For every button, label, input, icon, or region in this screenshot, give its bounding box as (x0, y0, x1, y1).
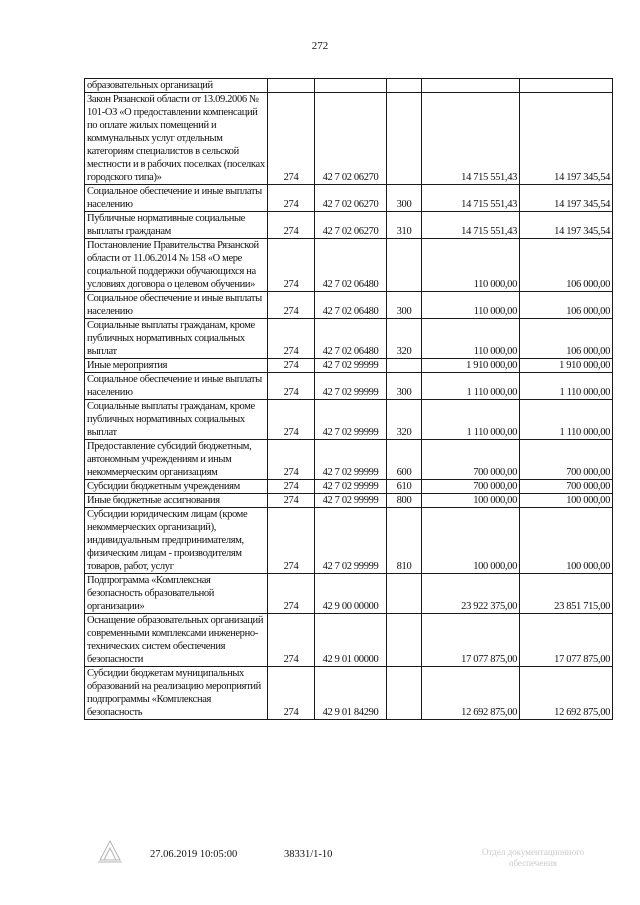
cell-vr (387, 79, 422, 93)
cell-csr: 42 9 00 00000 (315, 574, 387, 614)
cell-sum-2: 14 197 345,54 (520, 93, 613, 185)
table-row (85, 212, 613, 239)
cell-vr: 610 (387, 480, 422, 494)
cell-code: 274 (268, 614, 315, 667)
cell-name: Публичные нормативные социальные выплаты гражданам (85, 212, 268, 239)
cell-vr (387, 93, 422, 185)
cell-sum-1: 14 715 551,43 (422, 212, 520, 239)
cell-sum-1: 700 000,00 (422, 440, 520, 480)
cell-name: Социальное обеспечение и иные выплаты населению (85, 373, 268, 400)
cell-sum-1: 23 922 375,00 (422, 574, 520, 614)
table-row (85, 667, 613, 720)
cell-csr: 42 7 02 06480 (315, 292, 387, 319)
cell-vr (387, 574, 422, 614)
cell-vr: 320 (387, 400, 422, 440)
cell-vr: 320 (387, 319, 422, 359)
cell-sum-2: 700 000,00 (520, 480, 613, 494)
cell-name: Социальное обеспечение и иные выплаты населению (85, 292, 268, 319)
cell-sum-2: 106 000,00 (520, 319, 613, 359)
cell-sum-2: 14 197 345,54 (520, 185, 613, 212)
cell-sum-2: 1 910 000,00 (520, 359, 613, 373)
cell-name: Предоставление субсидий бюджетным, автономным учреждениям и иным некоммерческим организациям (85, 440, 268, 480)
cell-code: 274 (268, 292, 315, 319)
cell-csr: 42 7 02 06480 (315, 319, 387, 359)
table-row (85, 400, 613, 440)
table-row (85, 79, 613, 93)
cell-sum-1: 17 077 875,00 (422, 614, 520, 667)
cell-code (268, 79, 315, 93)
cell-sum-2: 1 110 000,00 (520, 400, 613, 440)
cell-sum-2: 17 077 875,00 (520, 614, 613, 667)
cell-code: 274 (268, 440, 315, 480)
cell-sum-1: 1 110 000,00 (422, 373, 520, 400)
page-number: 272 (311, 40, 329, 52)
table-row (85, 574, 613, 614)
table-row (85, 480, 613, 494)
cell-sum-1: 110 000,00 (422, 319, 520, 359)
cell-code: 274 (268, 480, 315, 494)
cell-vr: 300 (387, 373, 422, 400)
table-row (85, 494, 613, 508)
cell-code: 274 (268, 574, 315, 614)
cell-csr: 42 7 02 99999 (315, 480, 387, 494)
cell-vr: 810 (387, 508, 422, 574)
budget-table (84, 78, 613, 720)
cell-vr (387, 667, 422, 720)
cell-code: 274 (268, 93, 315, 185)
cell-vr: 310 (387, 212, 422, 239)
cell-name: Социальные выплаты гражданам, кроме публичных нормативных социальных выплат (85, 400, 268, 440)
cell-sum-2: 106 000,00 (520, 239, 613, 292)
cell-code: 274 (268, 400, 315, 440)
cell-name: Иные бюджетные ассигнования (85, 494, 268, 508)
cell-csr: 42 9 01 00000 (315, 614, 387, 667)
cell-vr: 800 (387, 494, 422, 508)
cell-code: 274 (268, 359, 315, 373)
cell-name: Оснащение образовательных организаций современными комплексами инженерно-технических систем обеспечения безопасности (85, 614, 268, 667)
table-row (85, 292, 613, 319)
cell-csr: 42 7 02 99999 (315, 373, 387, 400)
cell-vr (387, 239, 422, 292)
cell-sum-1: 700 000,00 (422, 480, 520, 494)
cell-vr: 600 (387, 440, 422, 480)
cell-sum-2: 23 851 715,00 (520, 574, 613, 614)
cell-sum-2: 100 000,00 (520, 508, 613, 574)
cell-csr: 42 7 02 99999 (315, 359, 387, 373)
cell-sum-1: 110 000,00 (422, 239, 520, 292)
cell-name: Подпрограмма «Комплексная безопасность образовательной организации» (85, 574, 268, 614)
cell-csr (315, 79, 387, 93)
cell-vr (387, 614, 422, 667)
cell-csr: 42 7 02 99999 (315, 400, 387, 440)
cell-name: Иные мероприятия (85, 359, 268, 373)
cell-vr: 300 (387, 292, 422, 319)
watermark-line-2: обеспечения (508, 858, 558, 868)
cell-sum-1: 14 715 551,43 (422, 93, 520, 185)
cell-vr (387, 359, 422, 373)
table-row (85, 373, 613, 400)
watermark-line-1: Отдел документационного (481, 847, 585, 857)
cell-sum-2: 106 000,00 (520, 292, 613, 319)
cell-code: 274 (268, 185, 315, 212)
table-row (85, 239, 613, 292)
table-row (85, 359, 613, 373)
cell-sum-2: 14 197 345,54 (520, 212, 613, 239)
cell-csr: 42 7 02 99999 (315, 508, 387, 574)
table-row (85, 185, 613, 212)
cell-sum-1: 100 000,00 (422, 494, 520, 508)
cell-csr: 42 7 02 99999 (315, 440, 387, 480)
cell-code: 274 (268, 373, 315, 400)
table-row (85, 93, 613, 185)
cell-sum-1 (422, 79, 520, 93)
cell-name: Социальное обеспечение и иные выплаты населению (85, 185, 268, 212)
cell-code: 274 (268, 239, 315, 292)
cell-sum-2: 12 692 875,00 (520, 667, 613, 720)
cell-csr: 42 9 01 84290 (315, 667, 387, 720)
cell-sum-1: 110 000,00 (422, 292, 520, 319)
table-row (85, 440, 613, 480)
cell-csr: 42 7 02 06270 (315, 93, 387, 185)
cell-name: Субсидии бюджетным учреждениям (85, 480, 268, 494)
cell-name: Социальные выплаты гражданам, кроме публичных нормативных социальных выплат (85, 319, 268, 359)
table-row (85, 508, 613, 574)
cell-code: 274 (268, 494, 315, 508)
cell-sum-1: 14 715 551,43 (422, 185, 520, 212)
cell-sum-2: 100 000,00 (520, 494, 613, 508)
cell-name: образовательных организаций (85, 79, 268, 93)
cell-csr: 42 7 02 99999 (315, 494, 387, 508)
cell-csr: 42 7 02 06270 (315, 212, 387, 239)
cell-sum-2: 1 110 000,00 (520, 373, 613, 400)
footer-date: 27.06.2019 10:05:00 (150, 849, 238, 860)
cell-csr: 42 7 02 06270 (315, 185, 387, 212)
cell-sum-2: 700 000,00 (520, 440, 613, 480)
footer-doc-number: 38331/1-10 (284, 849, 333, 860)
cell-code: 274 (268, 319, 315, 359)
cell-sum-1: 12 692 875,00 (422, 667, 520, 720)
cell-code: 274 (268, 212, 315, 239)
cell-code: 274 (268, 667, 315, 720)
cell-csr: 42 7 02 06480 (315, 239, 387, 292)
cell-code: 274 (268, 508, 315, 574)
cell-name: Постановление Правительства Рязанской области от 11.06.2014 № 158 «О мере социальной поддержки обучающихся на условиях договора о целевом обучении» (85, 239, 268, 292)
cell-name: Субсидии юридическим лицам (кроме некоммерческих организаций), индивидуальным предпринимателям, физическим лицам - производителям товаров, работ, услуг (85, 508, 268, 574)
table-row (85, 319, 613, 359)
stamp-icon (96, 838, 124, 869)
cell-name: Субсидии бюджетам муниципальных образований на реализацию мероприятий подпрограммы «Комплексная безопасность (85, 667, 268, 720)
cell-sum-1: 1 110 000,00 (422, 400, 520, 440)
table-row (85, 614, 613, 667)
cell-vr: 300 (387, 185, 422, 212)
cell-sum-2 (520, 79, 613, 93)
cell-sum-1: 100 000,00 (422, 508, 520, 574)
cell-sum-1: 1 910 000,00 (422, 359, 520, 373)
watermark (458, 847, 608, 869)
cell-name: Закон Рязанской области от 13.09.2006 № 101-ОЗ «О предоставлении компенсаций по оплате жилых помещений и коммунальных услуг отдельным категориям специалистов в сельской местности и в рабочих поселках (поселках городского типа)» (85, 93, 268, 185)
